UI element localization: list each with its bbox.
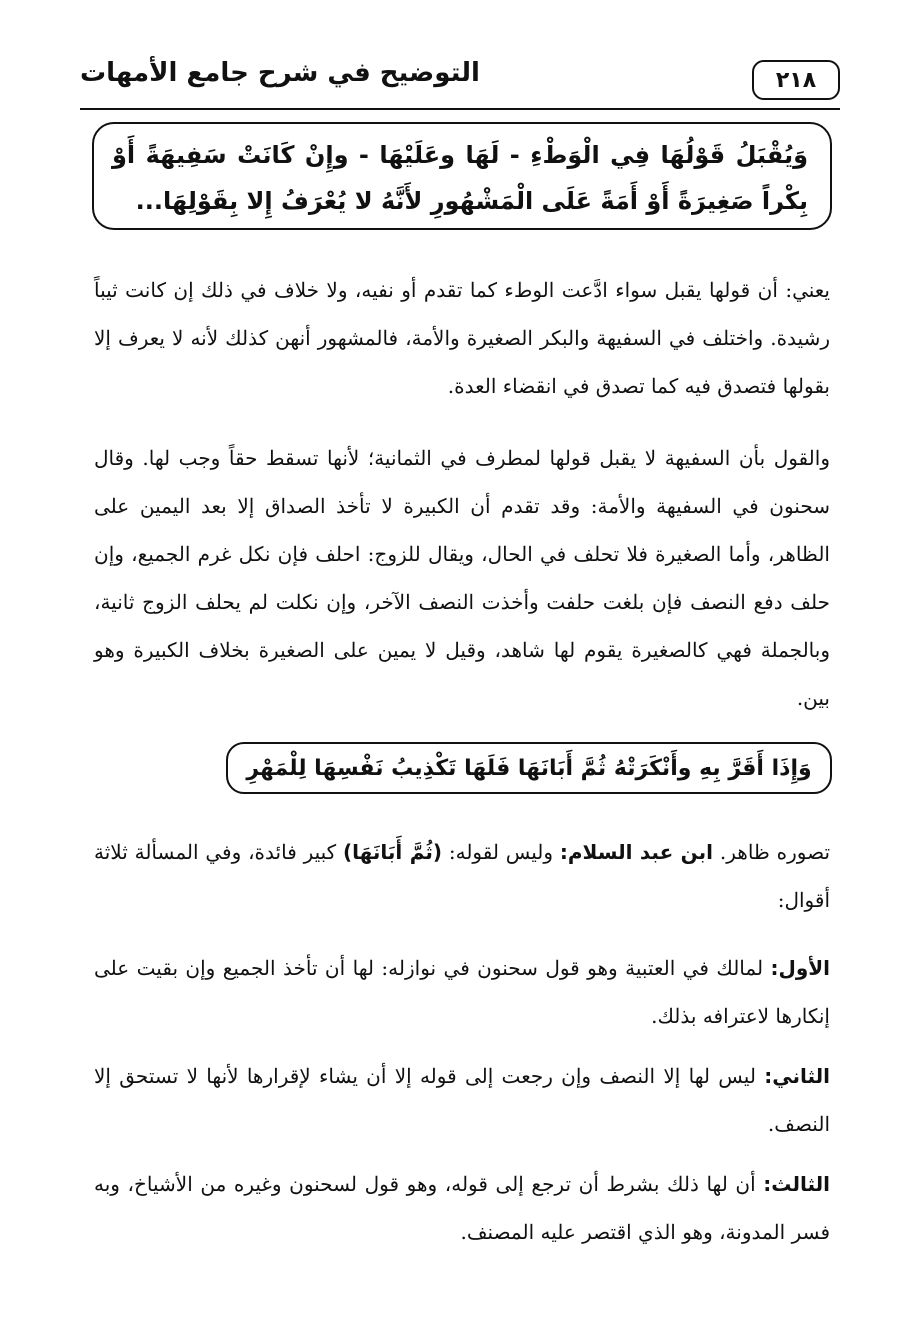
opinion-label: الثاني: bbox=[764, 1064, 830, 1088]
text-span: كبير فائدة، وفي المسألة ثلاثة أقوال: bbox=[94, 840, 830, 912]
opinion-paragraph bbox=[94, 1160, 830, 1256]
opinion-text: ليس لها إلا النصف وإن رجعت إلى قوله إلا أن يشاء لإقرارها لأنها لا تستحق إلا النصف. bbox=[94, 1064, 830, 1136]
commentary-paragraph: والقول بأن السفيهة لا يقبل قولها لمطرف في الثمانية؛ لأنها تسقط حقاً وجب لها. وقال سحنون في السفيهة والأمة: وقد تقدم أن الكبيرة لا تأخذ الصداق إلا بعد اليمين على الظاهر، وأما الصغيرة فلا تحلف في الحال، ويقال للزوج: احلف فإن نكل غرم الجميع، وإن حلف دفع النصف فإن بلغت حلفت وأخذت النصف الآخر، وإن نكلت لم يحلف الزوج ثانية، وبالجملة فهي كالصغيرة يقوم لها شاهد، وقيل لا يمين على الصغيرة بخلاف الكبيرة وهو بين. bbox=[94, 446, 830, 710]
matn-quote: (ثُمَّ أَبَانَهَا) bbox=[343, 840, 443, 864]
running-title: التوضيح في شرح جامع الأمهات bbox=[80, 58, 480, 88]
opinion-label: الثالث: bbox=[763, 1172, 830, 1196]
text-span: وليس لقوله: bbox=[448, 840, 554, 864]
opinion-paragraph bbox=[94, 1052, 830, 1148]
commentary-paragraph: يعني: أن قولها يقبل سواء ادَّعت الوطء كما تقدم أو نفيه، ولا خلاف في ذلك إن كانت ثيباً رشيدة. واختلف في السفيهة والبكر الصغيرة والأمة، فالمشهور أنهن كذلك لأنه لا يعرف إلا بقولها فتصدق فيه كما تصدق في انقضاء العدة. bbox=[94, 278, 830, 398]
opinion-label: الأول: bbox=[770, 956, 831, 980]
text-span: تصوره ظاهر. bbox=[719, 840, 831, 864]
source-name: ابن عبد السلام: bbox=[559, 840, 714, 864]
page-header bbox=[80, 52, 840, 106]
opinion-text: أن لها ذلك بشرط أن ترجع إلى قوله، وهو قول لسحنون وغيره من الأشياخ، وبه فسر المدونة، وهو الذي اقتصر عليه المصنف. bbox=[94, 1172, 830, 1244]
matn-text-box: وَيُقْبَلُ قَوْلُهَا فِي الْوَطْءِ - لَهَا وعَلَيْهَا - وإِنْ كَانَتْ سَفِيهَةً أَوْ بِكْراً صَغِيرَةً أَوْ أَمَةً عَلَى الْمَشْهُورِ لأَنَّهُ لا يُعْرَفُ إِلا بِقَوْلِهَا... bbox=[92, 122, 832, 230]
page-number: ٢١٨ bbox=[752, 60, 840, 100]
commentary-paragraph bbox=[94, 828, 830, 924]
header-divider bbox=[80, 108, 840, 110]
matn-text-box: وَإِذَا أَقَرَّ بِهِ وأَنْكَرَتْهُ ثُمَّ أَبَانَهَا فَلَهَا تَكْذِيبُ نَفْسِهَا لِلْمَهْرِ bbox=[226, 742, 832, 794]
opinion-text: لمالك في العتبية وهو قول سحنون في نوازله: لها أن تأخذ الجميع وإن بقيت على إنكارها لاعترافه بذلك. bbox=[94, 956, 830, 1028]
opinion-paragraph bbox=[94, 944, 830, 1040]
